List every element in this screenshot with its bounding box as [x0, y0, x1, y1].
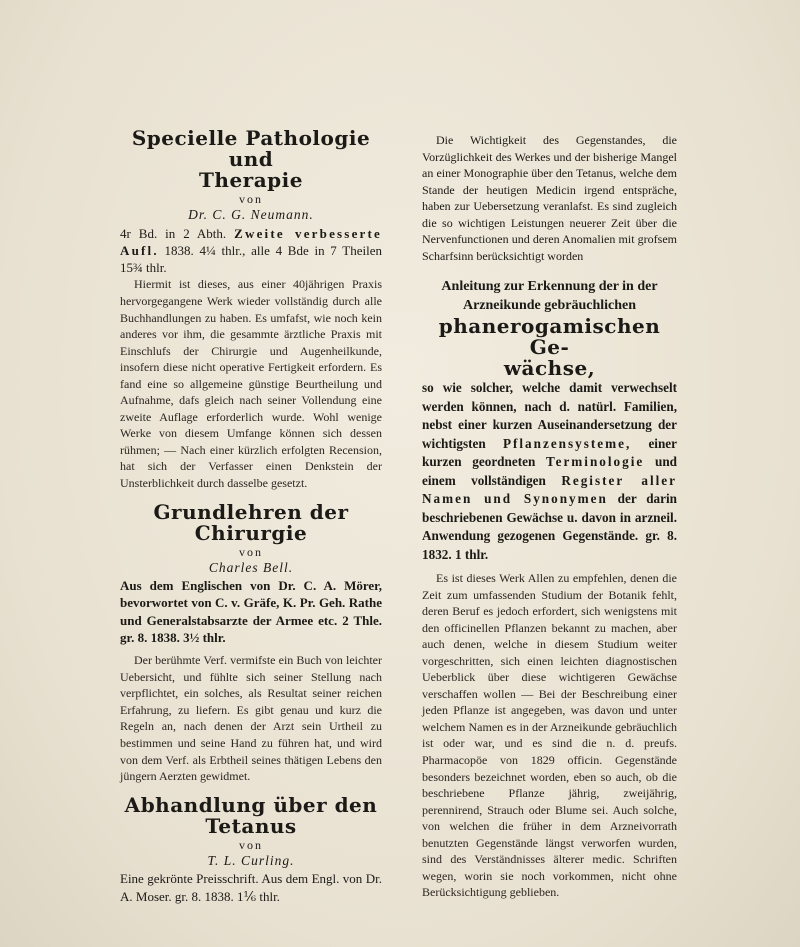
book-title: Specielle Pathologie und	[131, 126, 371, 171]
bibliographic-info: 4r Bd. in 2 Abth. Zweite verbesserte Aufl. 1838. 4¼ thlr., alle 4 Bde in 7 Theilen 15¾ thlr.	[120, 225, 383, 276]
book-subtitle: so wie solcher, welche damit verwechselt werden können, nach d. natürl. Familien, nebst einer kurzen Auseinandersetzung der wichtigsten Pflanzensysteme, einer kurzen geordneten Terminologie und einem vollständigen Register aller Namen und Synonymen der darin beschriebenen Gewächse u. davon in arzneil. Anwendung gezogenen Gegenstände. gr. 8. 1832. 1 thlr.	[422, 380, 678, 562]
book-description: Es ist dieses Werk Allen zu empfehlen, denen die Zeit zum umfassenden Studium der Botanik fehlt, deren Beruf es jedoch erfordert, sich wenigstens mit den officinellen Pflanzen bekannt zu machen, aber auch denen, welche in diesem Studium weiter vorgeschritten, sich einen leichten diagnostischen Ueberblick über diese wichtigeren Gewächse verschaffen wollen — Bei der Beschreibung einer jeden Pflanze ist angegeben, was davon und unter welchem Namen es in der Arzneikunde gebräuchlich ist oder war, und es sind die n. d. preufs. Pharmacopöe von 1829 officin. Gegenstände besonders bezeichnet worden, eben so auch, ob die beschriebene Pflanze jährig, zweijährig, perennirend, Strauch oder Blume sei. Auch solche, von welchen die früher in dem Arzneivorrath benutzten Gegenstände längst verworfen wurden, sind des Verständnisses älterer medic. Schriften wegen, worin sie noch vorkommen, nicht ohne Berücksichtigung geblieben.	[422, 571, 677, 900]
right-column	[422, 132, 677, 901]
book-preamble: Anleitung zur Erkennung der in der Arzneikunde gebräuchlichen	[441, 279, 658, 314]
book-title: Grundlehren der Chirurgie	[153, 499, 349, 545]
book-title: Therapie	[199, 168, 303, 192]
book-title: phanerogamischen Ge-	[438, 314, 661, 360]
book-neumann	[120, 128, 382, 492]
book-bell	[120, 499, 382, 785]
book-description: Der berühmte Verf. vermifste ein Buch von leichter Uebersicht, und fühlte sich seiner Stellung nach verpflichtet, ein solches, als Resultat seiner reichen Erfahrung, zu liefern. Es gibt genau und kurz die Regeln an, nach denen der Arzt sein Urtheil zu bestimmen und seine Hand zu führen hat, und wird von dem Verf. als Erbtheil seines thätigen Lebens den jüngern Aerzten gewidmet.	[120, 653, 382, 784]
author-name: Dr. C. G. Neumann.	[188, 207, 314, 223]
book-title: wächse,	[503, 356, 596, 381]
left-column	[120, 128, 382, 905]
bibliographic-info: Eine gekrönte Preisschrift. Aus dem Engl. von Dr. A. Moser. gr. 8. 1838. 1⅙ thlr.	[120, 871, 382, 904]
author-name: T. L. Curling.	[207, 853, 295, 869]
bibliographic-info: Aus dem Englischen von Dr. C. A. Mörer, bevorwortet von C. v. Gräfe, K. Pr. Geh. Rathe und Generalstabsarzte der Armee etc. 2 Thle. gr. 8. 1838. 3½ thlr.	[120, 578, 382, 646]
book-title: Tetanus	[205, 813, 297, 838]
book-phanerogamen	[422, 278, 677, 901]
author-name: Charles Bell.	[208, 559, 294, 575]
continued-description: Die Wichtigkeit des Gegenstandes, die Vorzüglichkeit des Werkes und der bisherige Mangel an einer Monographie über den Tetanus, welche dem Stande der heutigen Medicin irgend entspräche, haben zur Uebersetzung veranlafst. Es sind zugleich die so wichtigen Leistungen neuerer Zeit über die Nervenfunctionen und deren Anomalien mit grofsem Scharfsinn berücksichtigt worden	[422, 133, 677, 263]
von-label: von	[239, 192, 263, 206]
von-label: von	[239, 837, 263, 852]
book-title: Abhandlung über den	[124, 792, 378, 817]
book-description: Hiermit ist dieses, aus einer 40jährigen Praxis hervorgegangene Werk wieder vollständig durch alle Buchhandlungen zu haben. Es umfafst, wie noch kein anderes vor ihm, die gesammte ärztliche Praxis mit Einschlufs der Chirurgie und Augenheilkunde, insofern diese nicht operative Fertigkeit erfordern. Es fand eine so allgemeine günstige Beurtheilung und Aufnahme, dafs gleich nach seiner Vollendung eine zweite Auflage erforderlich wurde. Wohl wenige Werke von diesem Umfange können sich dessen rühmen; — Nach einer kürzlich erfolgten Recension, hat sich der Verfasser einen Denkstein der Unsterblichkeit durch dasselbe gesetzt.	[120, 277, 382, 491]
book-curling	[120, 792, 382, 905]
von-label: von	[239, 544, 263, 559]
